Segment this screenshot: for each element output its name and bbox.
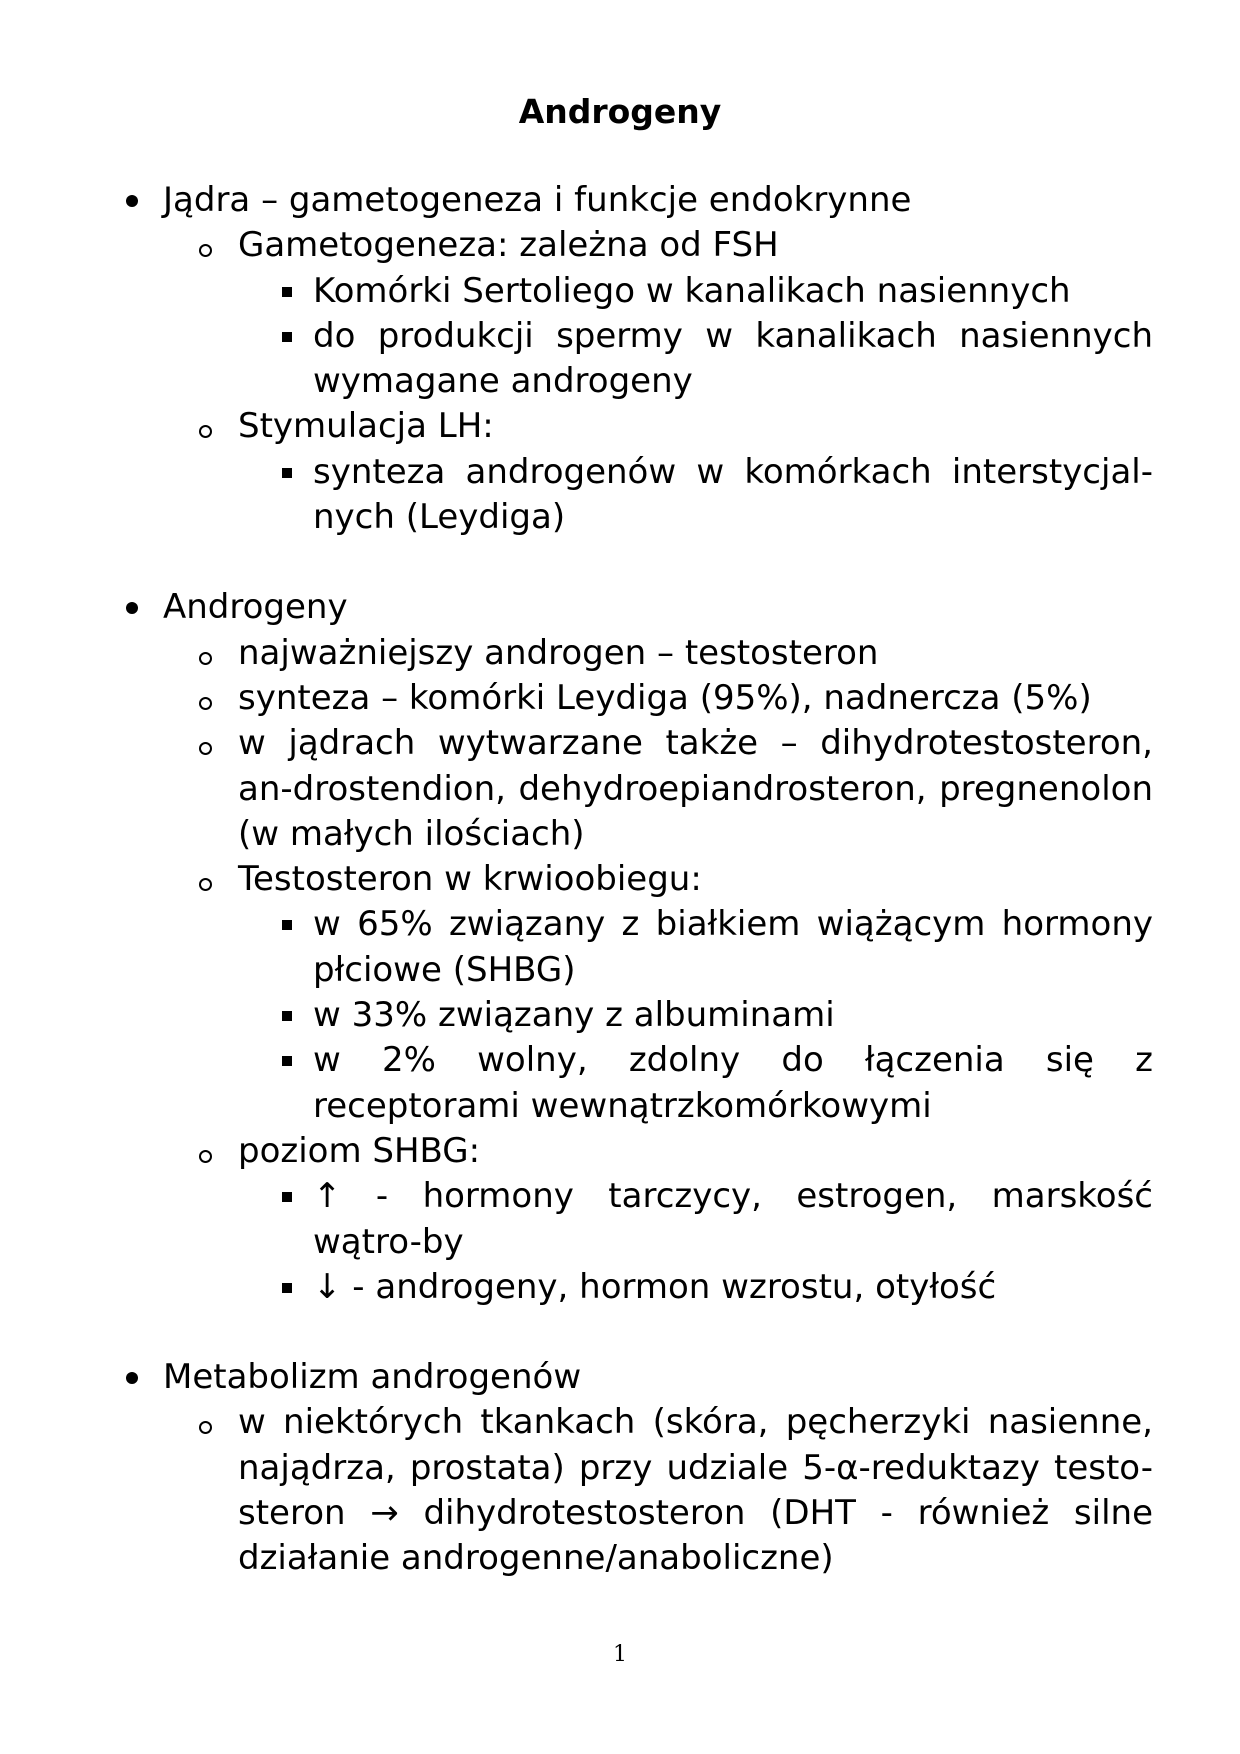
square-bullet-icon [282, 1174, 294, 1219]
disc-bullet-icon [126, 1355, 140, 1400]
sub-item [163, 1129, 1153, 1310]
section-item [0, 178, 1153, 540]
sub-item-text: Testosteron w krwioobiegu: [238, 859, 702, 900]
sub-list [163, 1400, 1153, 1581]
circle-bullet-icon [199, 676, 219, 721]
sub-list [163, 223, 1153, 540]
detail-item [238, 1265, 1153, 1310]
circle-bullet-icon [199, 631, 219, 676]
page-title: Androgeny [518, 92, 722, 131]
page-number: 1 [613, 1642, 627, 1667]
detail-item-text: ↓ - androgeny, hormon wzrostu, otyłość [313, 1266, 997, 1307]
detail-item-text: w 2% wolny, zdolny do łączenia się z receptorami wewnątrzkomórkowymi [313, 1040, 1153, 1126]
sub-item-text: synteza – komórki Leydiga (95%), nadnercza (5%) [238, 677, 1092, 718]
sub-item-text: w jądrach wytwarzane także – dihydrotestosteron, an-drostendion, dehydroepiandrosteron, pregnenolon (w małych ilościach) [238, 723, 1153, 854]
sub-item-text: Gametogeneza: zależna od FSH [238, 225, 779, 266]
detail-item-text: Komórki Sertoliego w kanalikach nasiennych [313, 270, 1071, 311]
detail-item-text: synteza androgenów w komórkach interstycjal-nych (Leydiga) [313, 451, 1153, 538]
disc-bullet-icon [126, 585, 140, 630]
detail-list [238, 269, 1153, 405]
circle-bullet-icon [199, 1400, 219, 1445]
detail-item [238, 314, 1153, 405]
detail-list [238, 902, 1153, 1128]
square-bullet-icon [282, 1265, 294, 1310]
sub-item-text: najważniejszy androgen – testosteron [238, 632, 879, 673]
section-item [0, 585, 1153, 1310]
sub-item [163, 404, 1153, 540]
circle-bullet-icon [199, 857, 219, 902]
detail-item [238, 993, 1153, 1038]
circle-bullet-icon [199, 223, 219, 268]
detail-item-text: do produkcji spermy w kanalikach nasiennych wymagane androgeny [313, 315, 1153, 402]
sub-item-text: poziom SHBG: [238, 1130, 481, 1171]
sub-item-text: w niektórych tkankach (skóra, pęcherzyki nasienne, najądrza, prostata) przy udziale 5-α-reduktazy testo-steron → dihydrotestosteron (DHT - również silne działanie androgenne/anaboliczne) [238, 1402, 1153, 1579]
sub-item [163, 223, 1153, 404]
disc-bullet-icon [126, 178, 140, 223]
detail-item [238, 902, 1153, 993]
section-heading: Jądra – gametogeneza i funkcje endokrynne [163, 180, 912, 220]
outline-list [0, 178, 1240, 1582]
square-bullet-icon [282, 450, 294, 495]
detail-item-text: w 33% związany z albuminami [313, 995, 835, 1036]
circle-bullet-icon [199, 404, 219, 449]
detail-item [238, 269, 1153, 314]
detail-item [238, 1038, 1153, 1129]
document-body [0, 178, 1240, 1582]
sub-item [163, 1400, 1153, 1581]
section-item [0, 1355, 1153, 1581]
sub-item [163, 721, 1153, 857]
square-bullet-icon [282, 993, 294, 1038]
circle-bullet-icon [199, 1129, 219, 1174]
square-bullet-icon [282, 1038, 294, 1083]
detail-item [238, 450, 1153, 541]
sub-list [163, 631, 1153, 1310]
section-heading: Metabolizm androgenów [163, 1357, 582, 1398]
detail-item-text: ↑ - hormony tarczycy, estrogen, marskość wątro-by [313, 1176, 1153, 1262]
circle-bullet-icon [199, 721, 219, 766]
detail-item [238, 1174, 1153, 1265]
square-bullet-icon [282, 902, 294, 947]
section-heading: Androgeny [163, 587, 348, 628]
detail-list [238, 450, 1153, 541]
square-bullet-icon [282, 314, 294, 359]
sub-item [163, 676, 1153, 721]
sub-item-text: Stymulacja LH: [238, 406, 494, 447]
sub-item [163, 857, 1153, 1129]
detail-list [238, 1174, 1153, 1310]
square-bullet-icon [282, 269, 294, 314]
detail-item-text: w 65% związany z białkiem wiążącym hormony płciowe (SHBG) [313, 904, 1153, 990]
sub-item [163, 631, 1153, 676]
